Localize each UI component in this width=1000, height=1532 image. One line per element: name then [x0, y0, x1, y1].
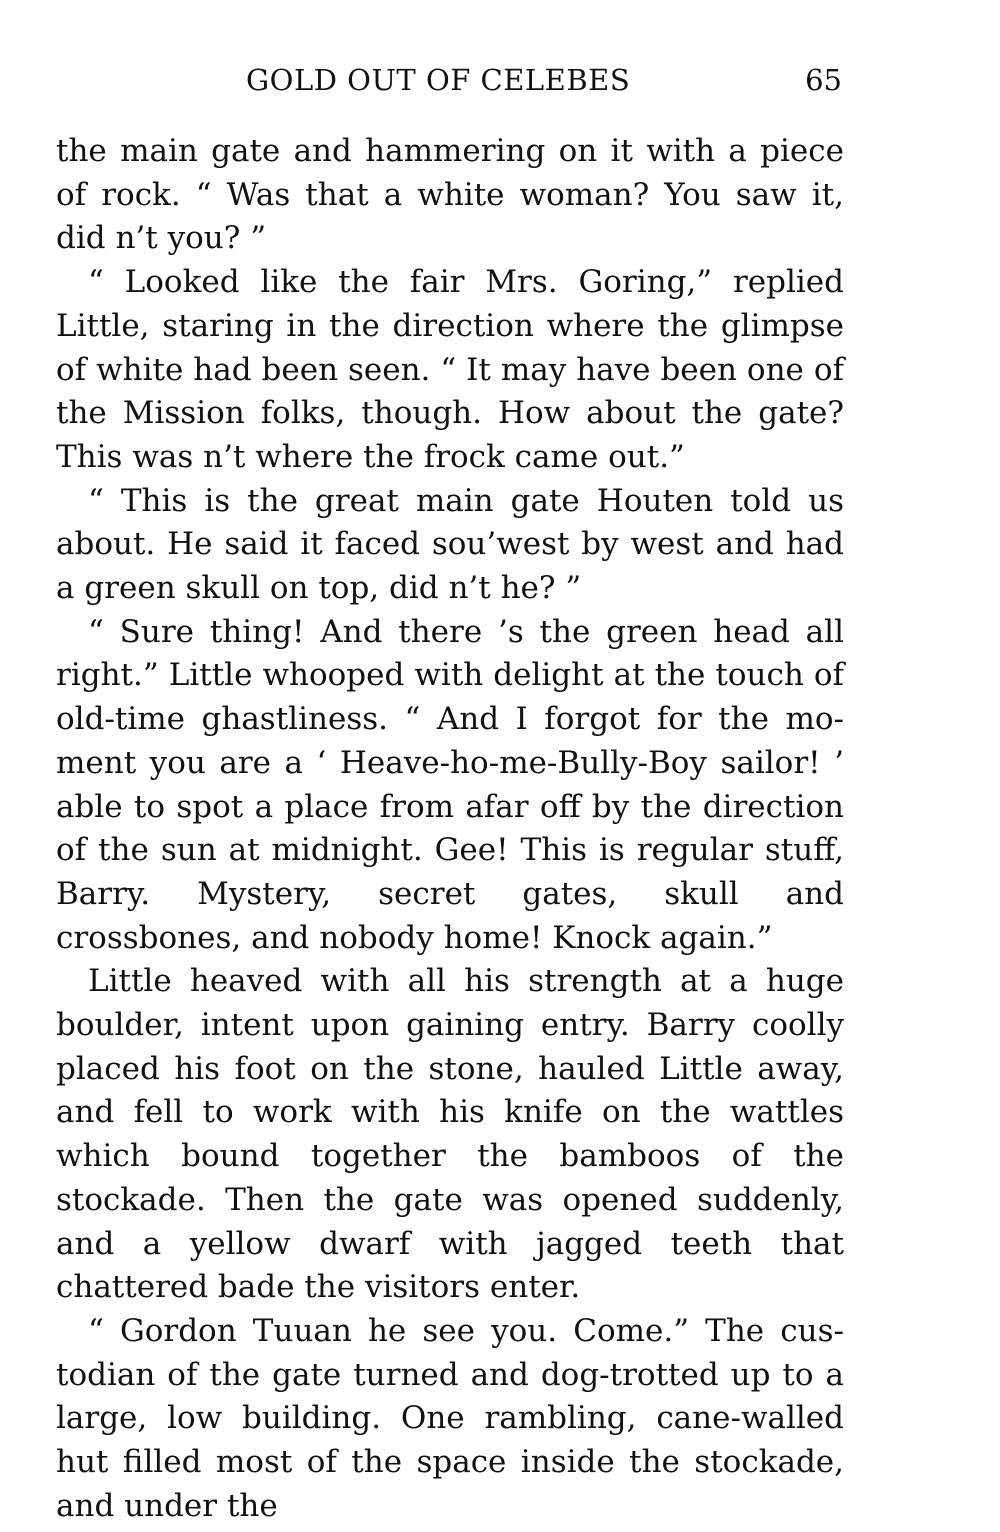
paragraph: “ Looked like the fair Mrs. Goring,” replied Little, staring in the direction where the glimpse of white had been seen. “ It may have been one of the Mission folks, though. How about the gate? This was n’t where the frock came out.”	[56, 264, 844, 475]
paragraph: “ Sure thing! And there ’s the green head all right.” Little whooped with delight at the touch of old-time ghastliness. “ And I forgot for the moment you are a ‘ Heave-ho-me-Bully-Boy sailor! ’ able to spot a place from afar off by the direction of the sun at midnight. Gee! This is regular stuff, Barry. Mystery, secret gates, skull and crossbones, and nobody home! Knock again.”	[56, 613, 844, 956]
running-title: GOLD OUT OF CELEBES	[246, 63, 631, 97]
book-page	[56, 58, 844, 1529]
page-number: 65	[805, 63, 842, 97]
paragraph: “ Gordon Tuuan he see you. Come.” The custodian of the gate turned and dog-trotted up to a large, low building. One rambling, cane-walled hut filled most of the space inside the stockade, and under the	[56, 1312, 844, 1524]
paragraph: the main gate and hammering on it with a piece of rock. “ Was that a white woman? You saw it, did n’t you? ”	[56, 133, 844, 257]
running-head	[56, 58, 844, 102]
paragraph: Little heaved with all his strength at a huge boulder, intent upon gaining entry. Barry coolly placed his foot on the stone, hauled Little away, and fell to work with his knife on the wattles which bound together the bamboos of the stockade. Then the gate was opened suddenly, and a yellow dwarf with jagged teeth that chattered bade the visitors enter.	[56, 963, 844, 1306]
body-text	[56, 130, 844, 1529]
paragraph: “ This is the great main gate Houten told us about. He said it faced sou’west by west and had a green skull on top, did n’t he? ”	[56, 482, 844, 607]
